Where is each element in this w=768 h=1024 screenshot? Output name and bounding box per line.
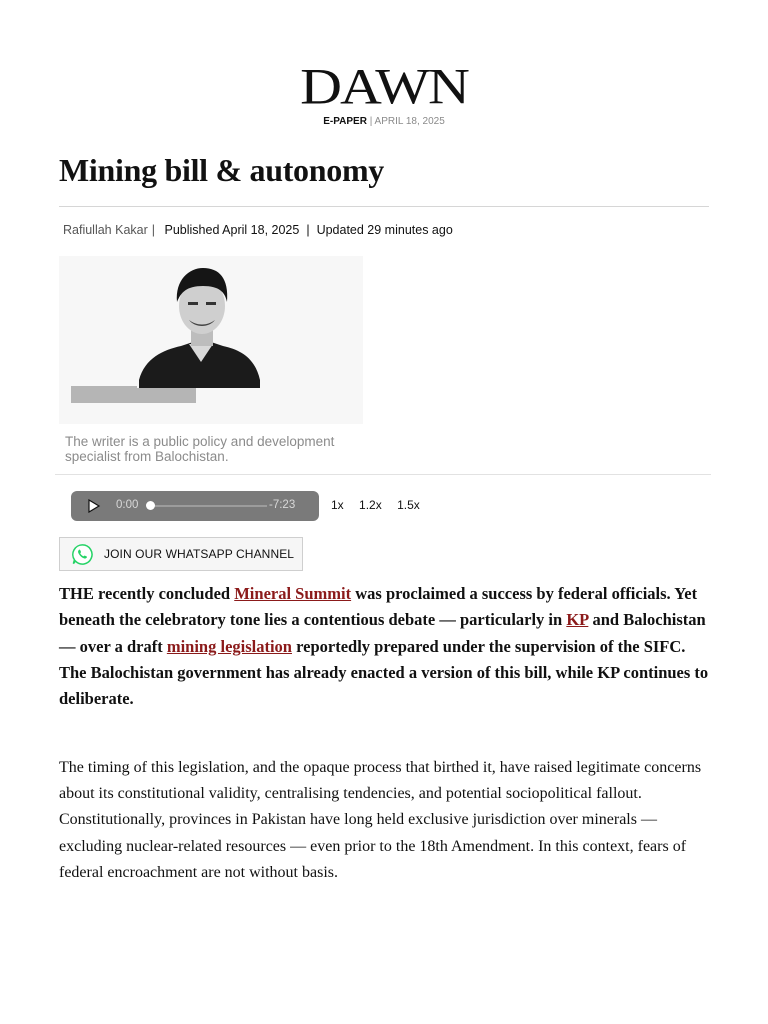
speed-1x-button[interactable]: 1x (331, 498, 344, 512)
author-photo (137, 262, 277, 404)
edition-line (0, 116, 768, 127)
audio-progress-track[interactable] (149, 505, 267, 507)
play-icon[interactable] (87, 499, 101, 513)
mining-legislation-link[interactable]: mining legislation (166, 636, 292, 656)
writer-note: The writer is a public policy and development specialist from Balochistan. (65, 434, 335, 464)
updated-time: Updated 29 minutes ago (316, 223, 453, 237)
article-title: Mining bill & autonomy (59, 152, 385, 188)
whatsapp-label: JOIN OUR WHATSAPP CHANNEL (104, 547, 295, 561)
whatsapp-channel-button[interactable] (59, 537, 303, 571)
body-paragraph: The timing of this legislation, and the opaque process that birthed it, have raised legitimate concerns about its constitutional validity, centralising tendencies, and potential sociopolitical fallout. Constitutionally, provinces in Pakistan have long held exclusive jurisdiction over minerals — excluding nuclear-related resources — even prior to the 18th Amendment. In this context, fears of federal encroachment are not without basis. (59, 759, 702, 881)
speed-1-2x-button[interactable]: 1.2x (359, 498, 382, 512)
lede-paragraph (59, 581, 709, 712)
lede-text: was proclaimed a success by federal officials. Yet beneath the celebratory tone lies a contentious debate — particularly in (59, 584, 698, 630)
speed-1-5x-button[interactable]: 1.5x (397, 498, 420, 512)
lede-text: and Balochistan — over a draft (59, 610, 706, 656)
byline-separator: | (151, 223, 156, 237)
published-date: Published April 18, 2025 (164, 223, 300, 237)
lede-text: reportedly prepared under the supervision of the SIFC. The Balochistan government has already enacted a version of this bill, while KP continues to deliberate. (59, 636, 709, 709)
author-portrait-icon (137, 262, 267, 388)
audio-player (71, 491, 319, 521)
mineral-summit-link[interactable]: Mineral Summit (234, 584, 352, 603)
lede-text: THE recently concluded (59, 584, 235, 603)
author-card (59, 256, 363, 424)
audio-progress-knob[interactable] (146, 501, 155, 510)
byline (63, 223, 453, 237)
audio-current-time: 0:00 (116, 499, 139, 511)
masthead (0, 58, 768, 127)
section-divider (55, 474, 711, 475)
edition-date: APRIL 18, 2025 (374, 116, 445, 127)
dawn-logo[interactable]: DAWN (300, 57, 468, 116)
byline-separator: | (306, 223, 310, 237)
edition-separator: | (366, 116, 375, 127)
whatsapp-icon (71, 543, 94, 566)
title-divider (59, 206, 709, 207)
kp-link[interactable]: KP (566, 610, 589, 630)
edition-label[interactable]: E-PAPER (323, 116, 367, 127)
playback-speeds (331, 498, 432, 512)
author-name[interactable]: Rafiullah Kakar (63, 223, 148, 237)
audio-remaining-time: -7:23 (269, 499, 296, 511)
